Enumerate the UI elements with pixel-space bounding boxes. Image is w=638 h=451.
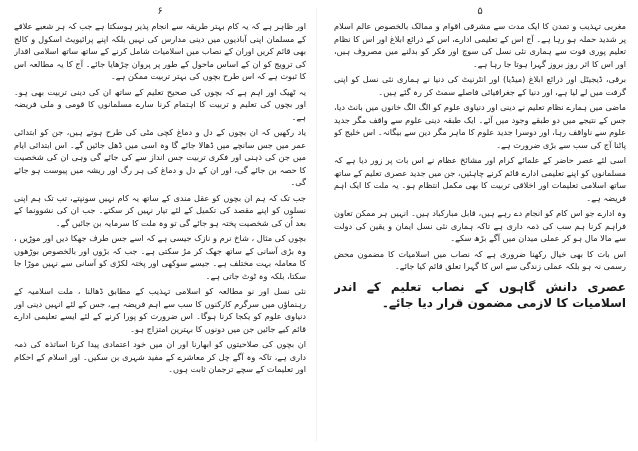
page-gutter [316, 8, 317, 442]
page-number: ۵ [477, 6, 483, 17]
paragraph: وہ ادارے جو اس کام کو انجام دے رہے ہیں، قابل مبارکباد ہیں۔ انہیں ہر ممکن تعاون فراہم کرنا ہم سب کی ذمہ داری ہے تاکہ ہماری نئی نسل ایمان و یقین کی دولت سے مالا مال ہو کر عملی میدان میں آگے بڑھ سکے۔ [334, 208, 626, 243]
page-body [334, 20, 626, 314]
paragraph: برقی، ڈیجیٹل اور ذرائع ابلاغ (میڈیا) اور انٹرنیٹ کی دنیا نے ہماری نئی نسل کو اپنی گرفت میں لے لیا ہے، اور دنیا کے جغرافیائی فاصلے سمٹ کر رہ گئے ہیں۔ [334, 74, 626, 97]
page-number: ۶ [157, 6, 163, 17]
paragraph: ان بچوں کی صلاحیتوں کو ابھارنا اور ان میں خود اعتمادی پیدا کرنا اساتذہ کی ذمہ داری ہے، تاکہ وہ آگے چل کر معاشرے کے مفید شہری بن سکیں۔ اور اسلام کے احکام اور تعلیمات کے سچے ترجمان ثابت ہوں۔ [14, 339, 306, 374]
left-page [14, 6, 306, 446]
paragraph: اس بات کا بھی خیال رکھنا ضروری ہے کہ نصاب میں اسلامیات کا مضمون محض رسمی نہ ہو بلکہ عملی زندگی سے اس کا گہرا تعلق قائم کیا جائے۔ [334, 248, 626, 271]
paragraph: اسی لئے عصر حاضر کے علمائے کرام اور مشائخ عظام نے اس بات پر زور دیا ہے کہ مسلمانوں کو اپنے تعلیمی ادارے قائم کرنے چاہئیں، جن میں جدید عصری تعلیم کے ساتھ ساتھ اسلامی تعلیمات اور اخلاقی تربیت کا بھی مکمل انتظام ہو۔ یہ ملت کا ایک اہم فریضہ ہے۔ [334, 155, 626, 203]
paragraph: بچوں کی مثال ، شاخ نرم و نازک جیسی ہے کہ اسے جس طرف جھکا دیں اور موڑیں ، وہ بڑی آسانی کے ساتھ جھک کر مڑ سکتی ہے۔ جب کہ بڑوں اور بالخصوص بوڑھوں کا معاملہ بہت مختلف ہے۔ جیسے سوکھی اور پختہ لکڑی کو آسانی سے نہیں موڑا جا سکتا، بلکہ وہ ٹوٹ جاتی ہے۔ [14, 233, 306, 281]
paragraph: جب تک کہ ہم ان بچوں کو عقل مندی کے ساتھ یہ کام نہیں سونپتے، تب تک ہم اپنی نسلوں کو اپنے مقصد کی تکمیل کے لئے تیار نہیں کر سکتے۔ جب ان کی نشوونما کے بعد اُن کی شخصیت پختہ ہو جائے گی تو وہ ملت کا سرمایہ بن جائیں گے۔ [14, 192, 306, 228]
paragraph: یاد رکھیں کہ ان بچوں کے دل و دماغ کچی مٹی کی طرح ہوتے ہیں، جن کو ابتدائی عمر میں جس سانچے میں ڈھالا جائے گا وہ اسی میں ڈھل جائیں گے۔ اس ابتدائی ایام میں جن کی ذہنی اور فکری تربیت جس انداز سے کی جائے گی وہی ان کی شخصیت کا حصہ بن جائے گی، اور ان کے دل و دماغ کی ہر رگ اور ریشہ میں پیوست ہو جائے گی۔ [14, 127, 306, 187]
paragraph: ماضی میں ہمارے نظام تعلیم نے دینی اور دنیاوی علوم کو الگ الگ خانوں میں بانٹ دیا، جس کے نتیجے میں دو طبقے وجود میں آئے۔ ایک طبقہ دینی علوم سے واقف مگر جدید علوم سے ناواقف رہا، اور دوسرا جدید علوم کا ماہر مگر دین سے بیگانہ۔ اس خلیج کو پاٹنا آج کی سب سے بڑی ضرورت ہے۔ [334, 102, 626, 150]
right-page [334, 6, 626, 446]
paragraph: مغربی تہذیب و تمدن کا ایک مدت سے مشرقی اقوام و ممالک بالخصوص عالم اسلام پر شدید حملہ ہو رہا ہے۔ آج اس کے تعلیمی ادارے، اس کے ذرائع ابلاغ اور اس کا نظام تعلیم پوری قوت سے ہماری نئی نسل کی سوچ اور فکر کو بدلنے میں مصروف ہیں، اور اس کا اثر روز بروز گہرا ہوتا جا رہا ہے۔ [334, 21, 626, 69]
paragraph: اور ظاہر ہے کہ یہ کام بہتر طریقہ سے انجام پذیر ہوسکتا ہے جب کہ ہر شعبے علاقے کے مسلمان اپنی آبادیوں میں دینی مدارس کی نہیں بلکہ اپنے پرائیویٹ اسکول و کالج بھی قائم کریں اوران کے نصاب میں اسلامیات شامل کرنے کے ساتھ ساتھ اسلامی اقدار کی ترویج کو ان کے اساس ماحول کے طور پر پروان چڑھایا جائے۔ آج کا یہ مطالعہ اس کا ثبوت ہے کہ اس طرح بچوں کی بہتر تربیت ممکن ہے۔ [14, 21, 306, 81]
paragraph: یہ ٹھیک اور اہم ہے کہ بچوں کی صحیح تعلیم کے ساتھ ان کی دینی تربیت بھی ہو۔ اور بچوں کی تعلیم و تربیت کا اہتمام کرنا سارے مسلمانوں کا قومی و ملی فریضہ ہے۔ [14, 86, 306, 122]
bold-heading: عصری دانش گاہوں کے نصاب تعلیم کے اندر اسلامیات کا لازمی مضمون قرار دیا جائے۔ [334, 279, 626, 310]
page-body [14, 20, 306, 379]
paragraph: نئی نسل اور نو مطالعہ کو اسلامی تہذیب کے مطابق ڈھالنا ، ملت اسلامیہ کے رہنماؤں میں سرگرم کارکنوں کا سب سے اہم فریضہ ہے، جس کے لئے انہیں دینی اور دنیاوی علوم کو یکجا کرنا ہوگا۔ اس ضرورت کو پورا کرنے کے لئے ایسے تعلیمی ادارے قائم کیے جائیں جن میں دونوں کا بہترین امتزاج ہو۔ [14, 286, 306, 334]
